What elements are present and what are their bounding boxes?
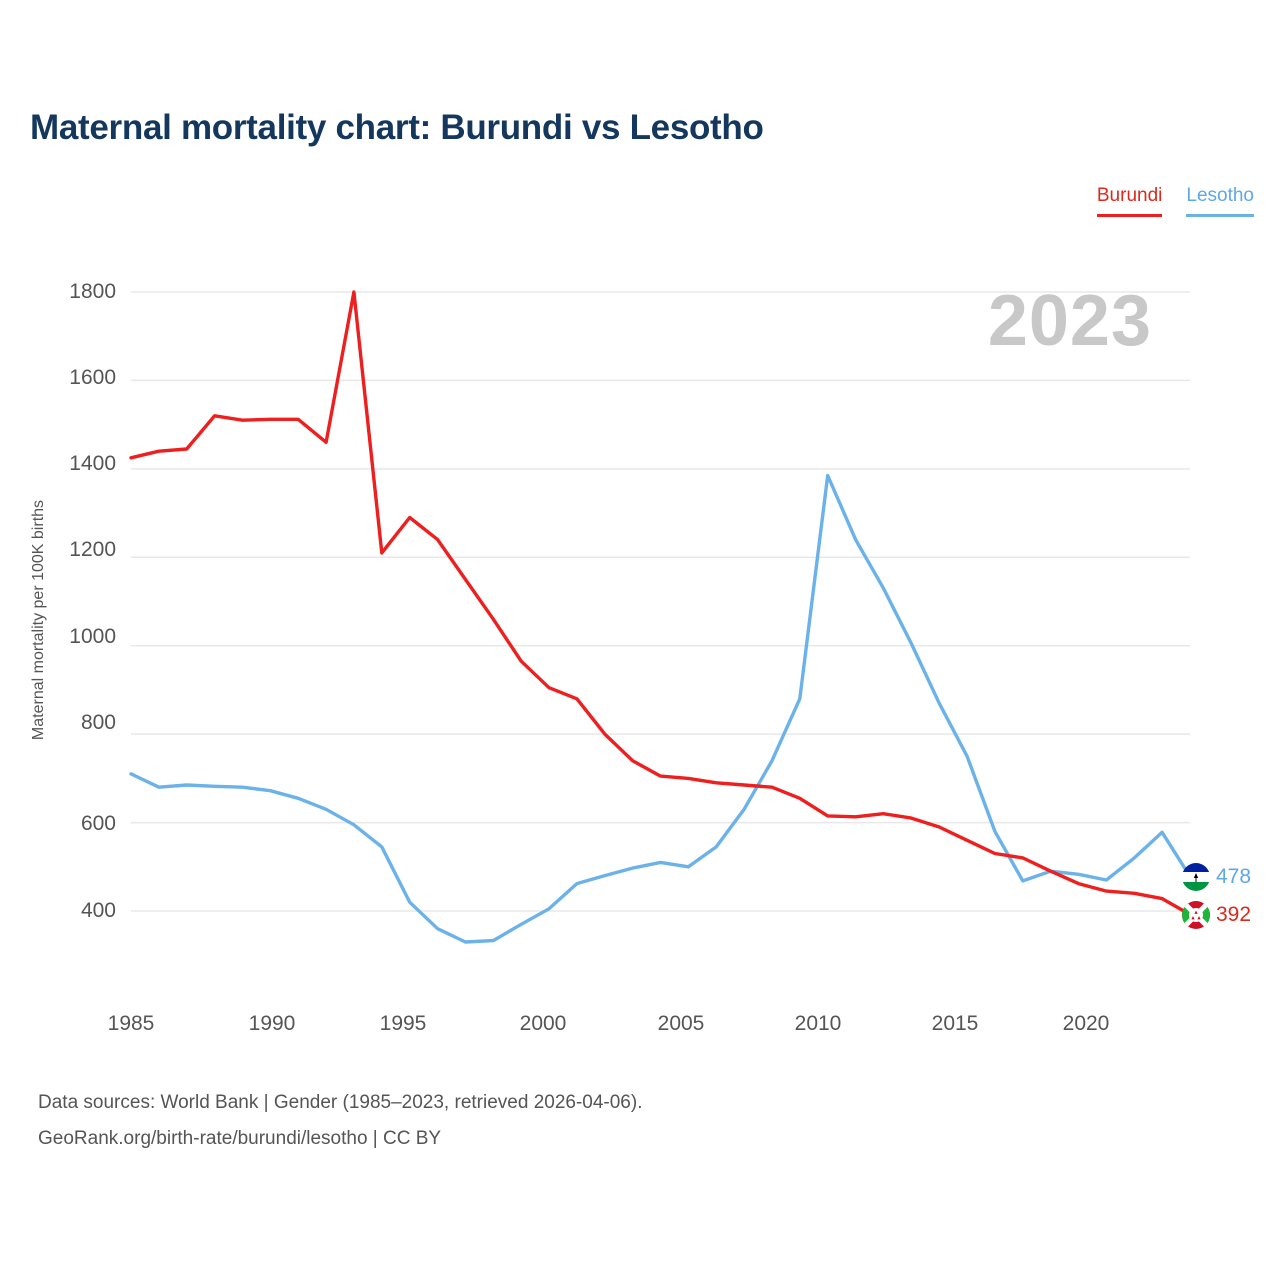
burundi-end-label xyxy=(1182,901,1251,929)
y-tick-400: 400 xyxy=(80,899,116,922)
footer-data-sources: Data sources: World Bank | Gender (1985–2023, retrieved 2026-04-06). xyxy=(38,1092,643,1113)
year-watermark: 2023 xyxy=(987,281,1152,361)
x-tick-1995: 1995 xyxy=(379,1012,427,1035)
x-tick-2010: 2010 xyxy=(794,1012,842,1035)
legend-item-lesotho[interactable]: Lesotho xyxy=(1186,186,1254,217)
burundi-end-value: 392 xyxy=(1216,902,1252,926)
y-tick-1400: 1400 xyxy=(69,452,116,475)
burundi-flag-icon xyxy=(1182,901,1210,929)
x-tick-2020: 2020 xyxy=(1062,1012,1110,1035)
y-tick-1000: 1000 xyxy=(69,625,116,648)
footer-attribution: GeoRank.org/birth-rate/burundi/lesotho | CC BY xyxy=(38,1128,442,1149)
lesotho-end-label xyxy=(1182,863,1251,891)
lesotho-end-value: 478 xyxy=(1216,864,1252,888)
y-tick-1200: 1200 xyxy=(69,538,116,561)
series-line-burundi xyxy=(131,292,1190,915)
page-title: Maternal mortality chart: Burundi vs Lesotho xyxy=(30,108,764,147)
series-line-lesotho xyxy=(131,476,1190,943)
y-tick-800: 800 xyxy=(80,711,116,734)
y-tick-1800: 1800 xyxy=(69,280,116,303)
lesotho-flag-icon xyxy=(1182,863,1210,891)
x-tick-2000: 2000 xyxy=(519,1012,567,1035)
y-axis-title: Maternal mortality per 100K births xyxy=(30,499,47,741)
y-tick-1600: 1600 xyxy=(69,366,116,389)
legend-item-burundi[interactable]: Burundi xyxy=(1097,186,1163,217)
y-tick-600: 600 xyxy=(80,812,116,835)
x-tick-1985: 1985 xyxy=(107,1012,155,1035)
gridlines xyxy=(131,292,1190,911)
x-tick-2015: 2015 xyxy=(931,1012,979,1035)
x-tick-2005: 2005 xyxy=(657,1012,705,1035)
x-tick-1990: 1990 xyxy=(248,1012,296,1035)
